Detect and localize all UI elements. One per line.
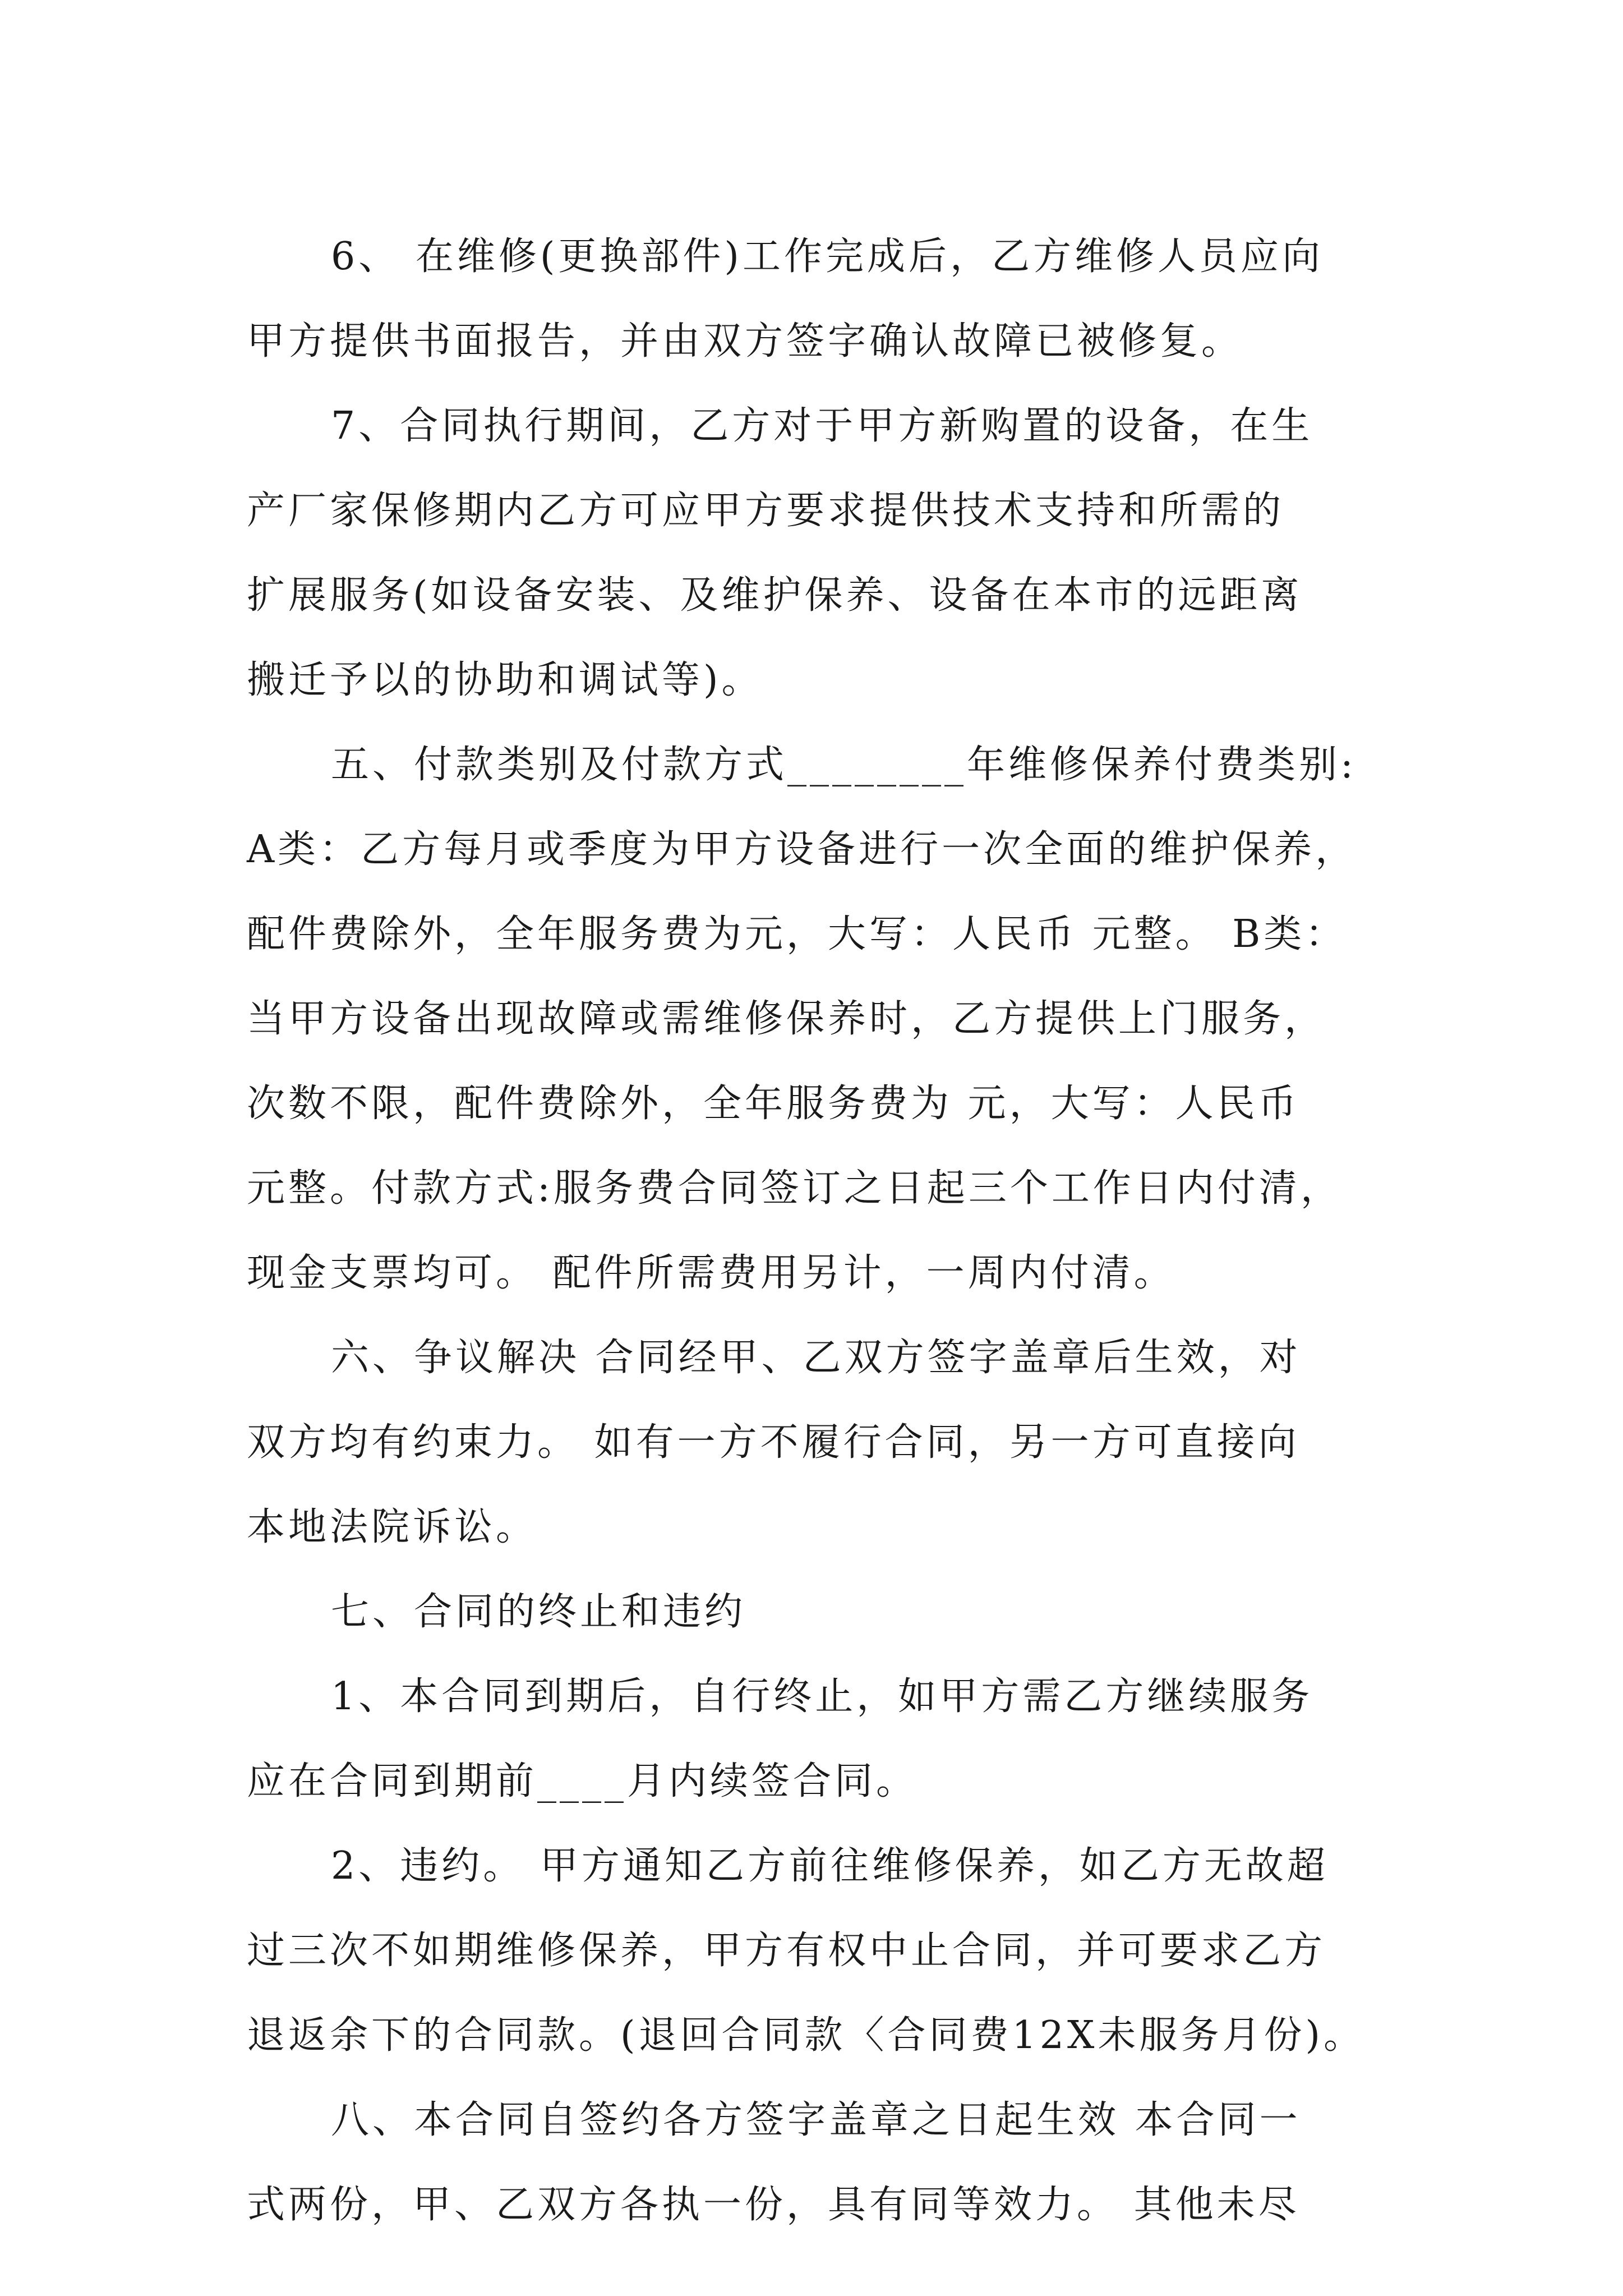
text-line: 应在合同到期前____月内续签合同。 (247, 1759, 918, 1803)
text-line: 元整。付款方式:服务费合同签订之日起三个工作日内付清， (247, 1166, 1342, 1211)
text-line: 过三次不如期维修保养，甲方有权中止合同，并可要求乙方 (247, 1929, 1326, 1973)
text-line: 现金支票均可。 配件所需费用另计，一周内付清。 (247, 1251, 1175, 1295)
text-line: 6、 在维修(更换部件)工作完成后，乙方维修人员应向 (331, 234, 1324, 279)
text-line: 扩展服务(如设备安装、及维护保养、设备在本市的远距离 (247, 573, 1303, 618)
text-line: 搬迁予以的协助和调试等)。 (247, 658, 763, 702)
section-heading-dispute: 六、争议解决 合同经甲、乙双方签字盖章后生效，对 (331, 1336, 1301, 1380)
text-line: 产厂家保修期内乙方可应甲方要求提供技术支持和所需的 (247, 489, 1285, 533)
section-heading-termination: 七、合同的终止和违约 (331, 1590, 746, 1634)
text-line: 甲方提供书面报告，并由双方签字确认故障已被修复。 (247, 319, 1243, 364)
text-line: 1、本合同到期后，自行终止，如甲方需乙方继续服务 (331, 1674, 1313, 1719)
text-line: 双方均有约束力。 如有一方不履行合同，另一方可直接向 (247, 1420, 1300, 1465)
text-line: 配件费除外，全年服务费为元，大写：人民币 元整。 B类： (247, 912, 1347, 956)
text-line: 次数不限，配件费除外，全年服务费为 元，大写：人民币 (247, 1082, 1300, 1126)
text-line: 2、违约。 甲方通知乙方前往维修保养，如乙方无故超 (331, 1844, 1329, 1888)
section-heading-payment: 五、付款类别及付款方式________年维修保养付费类别: (331, 743, 1357, 787)
text-line: 本地法院诉讼。 (247, 1505, 538, 1549)
document-body (247, 214, 1413, 2247)
text-line: 7、合同执行期间，乙方对于甲方新购置的设备，在生 (331, 404, 1313, 448)
text-line: A类：乙方每月或季度为甲方设备进行一次全面的维护保养， (247, 827, 1357, 872)
section-heading-effectiveness: 八、本合同自签约各方签字盖章之日起生效 本合同一 (331, 2098, 1301, 2142)
text-line: 式两份，甲、乙双方各执一份，具有同等效力。 其他未尽 (247, 2183, 1300, 2227)
text-line: 当甲方设备出现故障或需维修保养时，乙方提供上门服务， (247, 997, 1326, 1041)
text-line: 退返余下的合同款。(退回合同款〈合同费12X未服务月份)。 (247, 2013, 1365, 2058)
